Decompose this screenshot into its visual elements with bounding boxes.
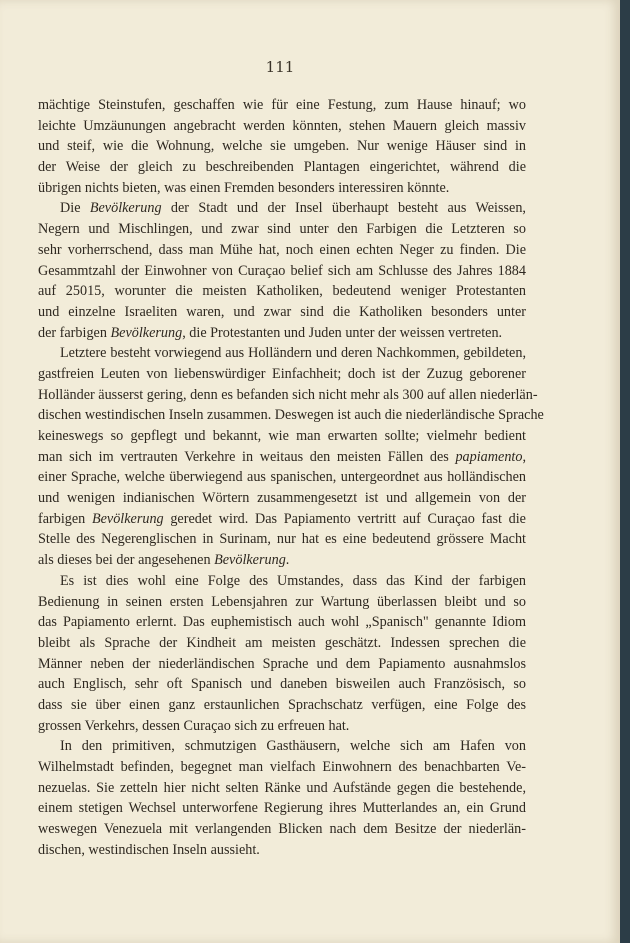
text-line: Die Bevölkerung der Stadt und der Insel überhaupt besteht aus Weissen, <box>60 200 526 217</box>
text-line: mächtige Steinstufen, geschaffen wie für eine Festung, zum Hause hinauf; wo <box>38 97 526 113</box>
text-line: als dieses bei der angesehenen Bevölkerung. <box>38 552 290 569</box>
text-line: Männer neben der niederländischen Sprache und dem Papiamento ausnahmslos <box>38 655 526 672</box>
text-line: dischen, westindischen Inseln aussieht. <box>38 841 260 858</box>
text-line: leichte Umzäunungen angebracht werden könnten, stehen Mauern gleich massiv <box>38 117 526 134</box>
text-line: gastfreien Leuten von liebenswürdiger Einfachheit; doch ist der Zuzug geborener <box>38 365 526 382</box>
text-line: keineswegs so gepflegt und bekannt, wie man erwarten sollte; vielmehr bedient <box>38 428 526 444</box>
text-line: dass sie über einen ganz erstaunlichen Sprachschatz verfügen, eine Folge des <box>38 696 526 713</box>
text-line: Bedienung in seinen ersten Lebensjahren zur Wartung überlassen bleibt und so <box>38 593 526 610</box>
text-line: bleibt als Sprache der Kindheit am meisten geschätzt. Indessen sprechen die <box>38 634 526 651</box>
text-line: übrigen nichts bieten, was einen Fremden besonders interessiren könnte. <box>38 179 450 196</box>
paragraph <box>38 736 526 860</box>
paragraph <box>38 571 526 737</box>
text-line: weswegen Venezuela mit verlangenden Blicken nach dem Besitze der niederlän- <box>38 821 526 838</box>
text-line: Holländer äusserst gering, denn es befanden sich nicht mehr als 300 auf allen niederlän- <box>38 386 538 403</box>
text-line: und einzelne Israeliten waren, und zwar sind die Katholiken besonders unter <box>38 303 526 320</box>
text-line: Negern und Mischlingen, und zwar sind unter den Farbigen die Letzteren so <box>38 221 526 238</box>
text-line: Es ist dies wohl eine Folge des Umstandes, dass das Kind der farbigen <box>60 572 526 589</box>
text-line: man sich im vertrauten Verkehre in weitaus den meisten Fällen des papiamento, <box>38 448 526 465</box>
text-line: farbigen Bevölkerung geredet wird. Das Papiamento vertritt auf Curaçao fast die <box>38 510 526 527</box>
text-line: sehr vorherrschend, dass man Mühe hat, noch einen echten Neger zu finden. Die <box>38 241 526 258</box>
text-line: Letztere besteht vorwiegend aus Holländern und deren Nachkommen, gebildeten, <box>60 345 526 362</box>
text-line: auf 25015, worunter die meisten Katholiken, bedeutend weniger Protestanten <box>38 283 526 300</box>
text-line: Gesammtzahl der Einwohner von Curaçao belief sich am Schlusse des Jahres 1884 <box>38 262 526 279</box>
text-line: der farbigen Bevölkerung, die Protestanten und Juden unter der weissen vertreten. <box>38 324 503 341</box>
paragraph <box>38 95 526 198</box>
text-line: und wenigen indianischen Wörtern zusammengesetzt ist und allgemein von der <box>38 490 526 507</box>
text-line: In den primitiven, schmutzigen Gasthäusern, welche sich am Hafen von <box>60 738 526 755</box>
text-line: auch Englisch, sehr oft Spanisch und daneben bisweilen auch Französisch, so <box>38 676 526 693</box>
paragraph <box>38 343 544 571</box>
body-text <box>38 95 544 860</box>
text-line: einer Sprache, welche überwiegend aus spanischen, untergeordnet aus holländischen <box>38 469 526 486</box>
text-line: Stelle des Negerenglischen in Surinam, nur hat es eine bedeutend grössere Macht <box>38 531 526 548</box>
page-number: 111 <box>265 58 295 76</box>
text-line: das Papiamento erlernt. Das euphemistisch auch wohl „Spanisch" genannte Idiom <box>38 614 526 631</box>
text-line: und steif, wie die Wohnung, welche sie umgeben. Nur wenige Häuser sind in <box>38 138 526 155</box>
text-line: der Weise der gleich zu beschreibenden Plantagen eingerichtet, während die <box>38 159 526 176</box>
text-line: einem stetigen Wechsel unterworfene Regierung ihres Mutterlandes an, ein Grund <box>38 800 526 817</box>
text-line: grossen Verkehrs, dessen Curaçao sich zu erfreuen hat. <box>38 717 350 734</box>
paragraph <box>38 198 526 343</box>
text-line: nezuelas. Sie zetteln hier nicht selten Ränke und Aufstände gegen die bestehende, <box>38 779 526 796</box>
text-line: dischen westindischen Inseln zusammen. Deswegen ist auch die niederländische Sprache <box>38 407 544 424</box>
text-line: Wilhelmstadt befinden, begegnet man vielfach Einwohnern des benachbarten Ve- <box>38 759 526 775</box>
